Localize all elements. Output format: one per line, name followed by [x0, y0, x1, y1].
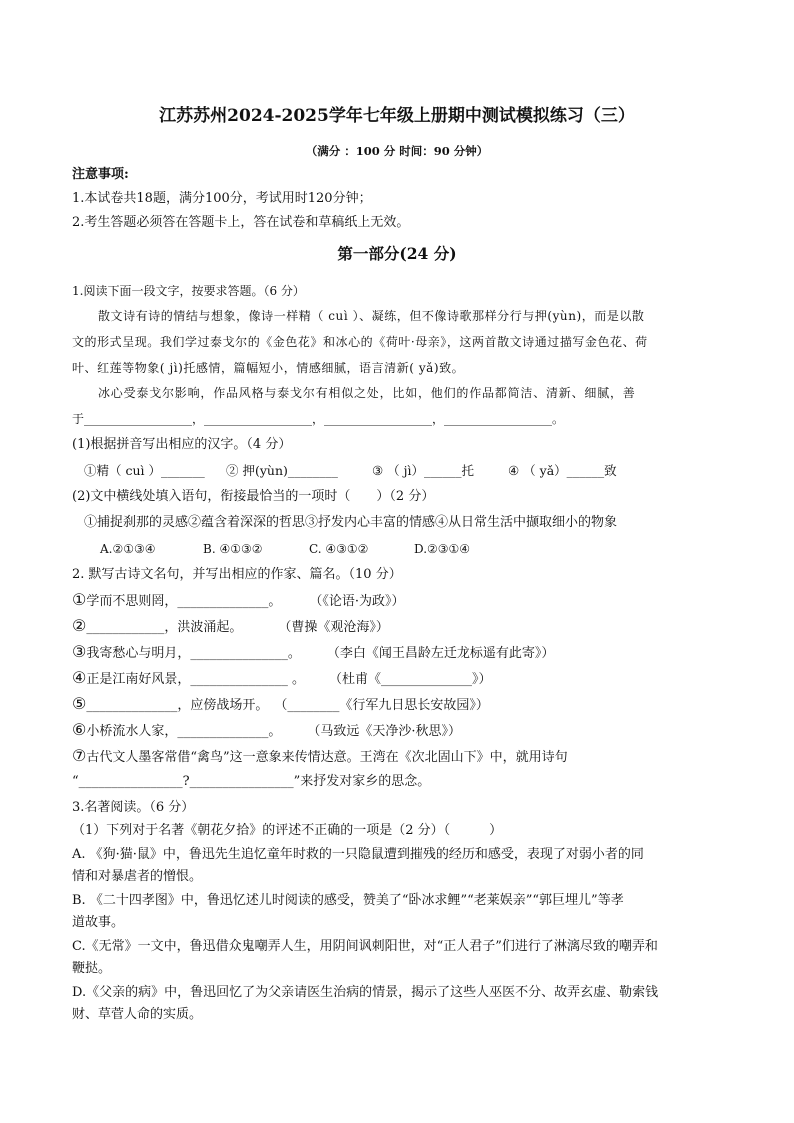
- item-marker: ①: [72, 590, 87, 609]
- pinyin-item[interactable]: ② 押(yùn)________: [226, 463, 338, 478]
- choice-b-line[interactable]: B. 《二十四孝图》中，鲁迅忆述儿时阅读的感受，赞美了“卧冰求鲤”“老莱娱亲”“郭巨埋儿”等孝: [72, 893, 624, 908]
- choice-d-line[interactable]: D.《父亲的病》中，鲁迅回忆了为父亲请医生治病的情景，揭示了这些人巫医不分、故弄玄虚、勒索钱: [72, 985, 659, 1000]
- item-marker: ④: [72, 668, 87, 687]
- item-marker: ⑤: [72, 694, 87, 713]
- item-marker: ②: [72, 616, 87, 635]
- poem-source[interactable]: （________《行军九日思长安故园》）: [274, 698, 489, 713]
- poem-line: [72, 617, 389, 637]
- question-stem: 1.阅读下面一段文字，按要求答题。（6 分）: [72, 284, 305, 298]
- poem-text[interactable]: ____________，洪波涌起。: [86, 620, 243, 635]
- choice-a-line[interactable]: A. 《狗·猫·鼠》中，鲁迅先生追忆童年时救的一只隐鼠遭到摧残的经历和感受，表现了对弱小者的同: [72, 847, 644, 862]
- notice-item: 1.本试卷共18题，满分100分，考试用时120分钟；: [72, 191, 372, 206]
- page-title: 江苏苏州2024-2025学年七年级上册期中测试模拟练习（三）: [159, 106, 635, 126]
- choice-a-line: 情和对暴虐者的憎恨。: [72, 869, 203, 884]
- poem-source[interactable]: （杜甫《______________》）: [328, 672, 492, 687]
- passage-line: 叶、红莲等物象( jì)托感情，篇幅短小，情感细腻，语言清新( yǎ)致。: [72, 361, 465, 375]
- passage-line: 文的形式呈现。我们学过泰戈尔的《金色花》和冰心的《荷叶·母亲》，这两首散文诗通过描写金色花、荷: [72, 335, 648, 349]
- option-b[interactable]: B. ④①③②: [203, 542, 263, 556]
- poem-answer-line[interactable]: “________________?________________”来抒发对家乡的思念。: [72, 774, 431, 789]
- poem-line: [72, 669, 492, 689]
- poem-line: [72, 643, 554, 663]
- poem-text[interactable]: 正是江南好风景，_______________ 。: [86, 672, 305, 687]
- choice-c-line: 鞭挞。: [72, 961, 112, 976]
- poem-text[interactable]: ______________，应傍战场开。: [86, 698, 269, 713]
- pinyin-item[interactable]: ①精（ cuì ）_______: [84, 463, 205, 478]
- poem-line: [72, 721, 461, 741]
- question-stem: 3.名著阅读。（6 分）: [72, 800, 195, 815]
- choice-b-line: 道故事。: [72, 915, 125, 930]
- choice-c-line[interactable]: C.《无常》一文中，鲁迅借众鬼嘲弄人生，用阴间讽刺阳世，对“正人君子”们进行了淋漓尽致的嘲弄和: [72, 939, 658, 954]
- poem-source: （马致远《天净沙·秋思》）: [307, 724, 461, 739]
- poem-text[interactable]: 学而不思则罔，______________。: [86, 594, 282, 609]
- sub-question: (1)根据拼音写出相应的汉字。（4 分）: [72, 437, 292, 452]
- option-c[interactable]: C. ④③①②: [309, 542, 369, 556]
- poem-text: 古代文人墨客常借“禽鸟”这一意象来传情达意。王湾在《次北固山下》中，就用诗句: [86, 750, 568, 765]
- choice-d-line: 财、草菅人命的实质。: [72, 1007, 203, 1022]
- poem-text[interactable]: 小桥流水人家，______________。: [86, 724, 282, 739]
- pinyin-item[interactable]: ③ （ jì）______托: [372, 463, 475, 478]
- page-subtitle: （满分 ：100 分 时间：90 分钟）: [305, 144, 489, 158]
- option-d[interactable]: D.②③①④: [414, 542, 471, 556]
- notice-heading: 注意事项:: [72, 167, 129, 182]
- sub-question: （1）下列对于名著《朝花夕拾》的评述不正确的一项是（2 分）（ ）: [72, 823, 503, 838]
- question-stem: 2. 默写古诗文名句，并写出相应的作家、篇名。（10 分）: [72, 567, 402, 582]
- poem-source: （曹操《观沧海》）: [278, 620, 389, 635]
- item-marker: ⑦: [72, 746, 87, 765]
- poem-line: [72, 695, 489, 715]
- option-a[interactable]: A.②①③④: [100, 542, 156, 556]
- poem-source: （李白《闻王昌龄左迁龙标遥有此寄》）: [326, 646, 555, 661]
- answer-blanks[interactable]: 于__________________，__________________，__________________，__________________。: [72, 412, 565, 426]
- poem-source: （《论语·为政》）: [309, 594, 405, 609]
- passage-line: 散文诗有诗的情结与想象，像诗一样精（ cuì ）、凝练，但不像诗歌那样分行与押(yùn)，而是以散: [98, 309, 645, 323]
- pinyin-item[interactable]: ④ （ yǎ）______致: [508, 463, 617, 478]
- sentence-list: ①捕捉刹那的灵感②蕴含着深深的哲思③抒发内心丰富的情感④从日常生活中撷取细小的物象: [84, 515, 618, 530]
- item-marker: ③: [72, 642, 87, 661]
- passage-line: 冰心受泰戈尔影响，作品风格与泰戈尔有相似之处，比如，他们的作品都简洁、清新、细腻，善: [98, 386, 636, 400]
- poem-text[interactable]: 我寄愁心与明月，_______________。: [86, 646, 301, 661]
- notice-item: 2.考生答题必须答在答题卡上，答在试卷和草稿纸上无效。: [72, 215, 410, 230]
- sub-question: (2)文中横线处填入语句，衔接最恰当的一项时（ ）（2 分）: [72, 489, 435, 504]
- poem-line: [72, 747, 568, 767]
- poem-line: [72, 591, 405, 611]
- item-marker: ⑥: [72, 720, 87, 739]
- part-heading: 第一部分(24 分): [337, 244, 457, 263]
